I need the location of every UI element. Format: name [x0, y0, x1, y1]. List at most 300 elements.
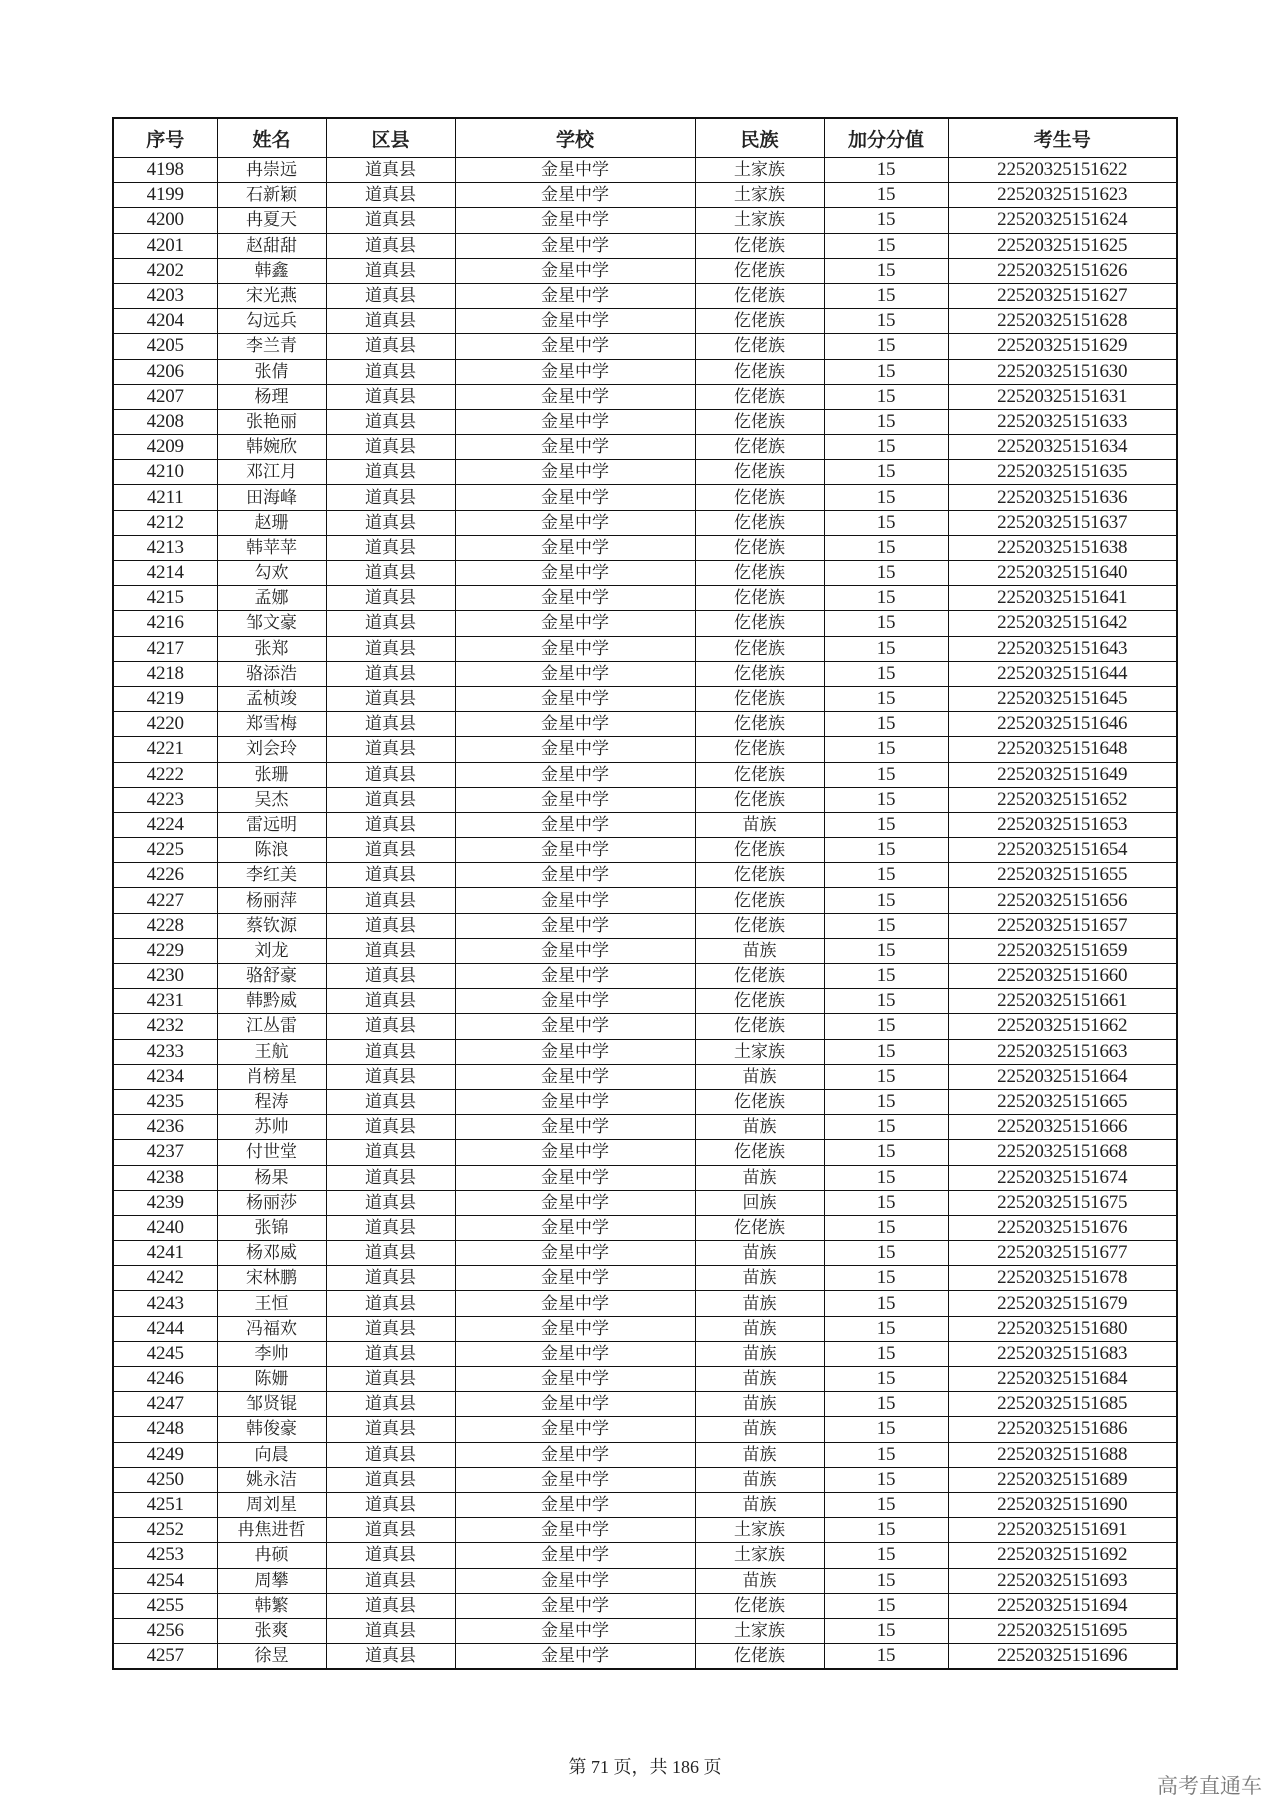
seq-cell: 4252: [113, 1518, 217, 1543]
name-cell: 冉焦进哲: [217, 1518, 326, 1543]
table-row: [113, 384, 1177, 409]
name-cell: 陈姗: [217, 1367, 326, 1392]
exam-id-cell: 22520325151683: [948, 1341, 1177, 1366]
exam-id-cell: 22520325151680: [948, 1316, 1177, 1341]
name-cell: 韩鑫: [217, 258, 326, 283]
bonus-cell: 15: [824, 1291, 948, 1316]
table-row: [113, 1165, 1177, 1190]
county-cell: 道真县: [326, 208, 455, 233]
name-cell: 张倩: [217, 359, 326, 384]
exam-id-cell: 22520325151638: [948, 535, 1177, 560]
seq-cell: 4216: [113, 611, 217, 636]
ethnicity-cell: 仡佬族: [695, 762, 824, 787]
seq-cell: 4244: [113, 1316, 217, 1341]
exam-id-cell: 22520325151648: [948, 737, 1177, 762]
school-cell: 金星中学: [455, 787, 695, 812]
table-row: [113, 1467, 1177, 1492]
bonus-cell: 15: [824, 1644, 948, 1670]
name-cell: 赵甜甜: [217, 233, 326, 258]
exam-id-cell: 22520325151636: [948, 485, 1177, 510]
bonus-cell: 15: [824, 485, 948, 510]
exam-id-cell: 22520325151628: [948, 309, 1177, 334]
table-row: [113, 283, 1177, 308]
school-cell: 金星中学: [455, 762, 695, 787]
name-cell: 李红美: [217, 863, 326, 888]
ethnicity-cell: 土家族: [695, 158, 824, 183]
name-cell: 邹贤锟: [217, 1392, 326, 1417]
school-cell: 金星中学: [455, 1543, 695, 1568]
seq-cell: 4234: [113, 1064, 217, 1089]
school-cell: 金星中学: [455, 535, 695, 560]
table-row: [113, 1543, 1177, 1568]
school-cell: 金星中学: [455, 1241, 695, 1266]
seq-cell: 4250: [113, 1467, 217, 1492]
county-cell: 道真县: [326, 1115, 455, 1140]
ethnicity-cell: 仡佬族: [695, 1140, 824, 1165]
table-row: [113, 334, 1177, 359]
exam-id-cell: 22520325151657: [948, 913, 1177, 938]
seq-cell: 4239: [113, 1190, 217, 1215]
school-cell: 金星中学: [455, 737, 695, 762]
school-cell: 金星中学: [455, 938, 695, 963]
county-cell: 道真县: [326, 1241, 455, 1266]
name-cell: 孟娜: [217, 586, 326, 611]
county-cell: 道真县: [326, 1291, 455, 1316]
ethnicity-cell: 仡佬族: [695, 435, 824, 460]
ethnicity-cell: 苗族: [695, 1241, 824, 1266]
school-cell: 金星中学: [455, 208, 695, 233]
bonus-cell: 15: [824, 586, 948, 611]
bonus-cell: 15: [824, 535, 948, 560]
school-cell: 金星中学: [455, 409, 695, 434]
county-cell: 道真县: [326, 1568, 455, 1593]
table-row: [113, 233, 1177, 258]
name-cell: 骆添浩: [217, 661, 326, 686]
school-cell: 金星中学: [455, 510, 695, 535]
ethnicity-cell: 仡佬族: [695, 838, 824, 863]
county-cell: 道真县: [326, 435, 455, 460]
ethnicity-cell: 仡佬族: [695, 535, 824, 560]
exam-id-cell: 22520325151691: [948, 1518, 1177, 1543]
name-cell: 杨丽萍: [217, 888, 326, 913]
seq-cell: 4240: [113, 1215, 217, 1240]
table-row: [113, 1618, 1177, 1643]
seq-cell: 4215: [113, 586, 217, 611]
table-row: [113, 510, 1177, 535]
seq-cell: 4233: [113, 1039, 217, 1064]
table-row: [113, 863, 1177, 888]
school-cell: 金星中学: [455, 1014, 695, 1039]
bonus-cell: 15: [824, 1064, 948, 1089]
table-row: [113, 485, 1177, 510]
seq-cell: 4219: [113, 686, 217, 711]
county-cell: 道真县: [326, 1593, 455, 1618]
school-cell: 金星中学: [455, 1442, 695, 1467]
exam-id-cell: 22520325151644: [948, 661, 1177, 686]
school-cell: 金星中学: [455, 611, 695, 636]
ethnicity-cell: 苗族: [695, 938, 824, 963]
seq-cell: 4213: [113, 535, 217, 560]
table-row: [113, 964, 1177, 989]
county-cell: 道真县: [326, 384, 455, 409]
bonus-cell: 15: [824, 1190, 948, 1215]
table-row: [113, 1417, 1177, 1442]
name-cell: 骆舒豪: [217, 964, 326, 989]
table-row: [113, 913, 1177, 938]
exam-id-cell: 22520325151653: [948, 812, 1177, 837]
table-row: [113, 1316, 1177, 1341]
school-cell: 金星中学: [455, 158, 695, 183]
seq-cell: 4249: [113, 1442, 217, 1467]
seq-cell: 4242: [113, 1266, 217, 1291]
ethnicity-cell: 仡佬族: [695, 258, 824, 283]
table-row: [113, 1115, 1177, 1140]
ethnicity-cell: 仡佬族: [695, 1014, 824, 1039]
name-cell: 姚永洁: [217, 1467, 326, 1492]
name-cell: 冯福欢: [217, 1316, 326, 1341]
bonus-cell: 15: [824, 636, 948, 661]
name-cell: 付世堂: [217, 1140, 326, 1165]
ethnicity-cell: 仡佬族: [695, 712, 824, 737]
exam-id-cell: 22520325151633: [948, 409, 1177, 434]
table-row: [113, 309, 1177, 334]
name-cell: 韩苹苹: [217, 535, 326, 560]
bonus-cell: 15: [824, 233, 948, 258]
ethnicity-cell: 苗族: [695, 1115, 824, 1140]
school-cell: 金星中学: [455, 1190, 695, 1215]
name-cell: 冉夏天: [217, 208, 326, 233]
county-cell: 道真县: [326, 1014, 455, 1039]
ethnicity-cell: 仡佬族: [695, 561, 824, 586]
ethnicity-cell: 土家族: [695, 208, 824, 233]
school-cell: 金星中学: [455, 1341, 695, 1366]
school-cell: 金星中学: [455, 1316, 695, 1341]
county-cell: 道真县: [326, 838, 455, 863]
name-cell: 李帅: [217, 1341, 326, 1366]
seq-cell: 4206: [113, 359, 217, 384]
school-cell: 金星中学: [455, 233, 695, 258]
ethnicity-cell: 苗族: [695, 1568, 824, 1593]
ethnicity-cell: 仡佬族: [695, 460, 824, 485]
table-row: [113, 1140, 1177, 1165]
seq-cell: 4203: [113, 283, 217, 308]
county-cell: 道真县: [326, 158, 455, 183]
exam-id-cell: 22520325151625: [948, 233, 1177, 258]
table-row: [113, 611, 1177, 636]
ethnicity-cell: 仡佬族: [695, 787, 824, 812]
table-row: [113, 1367, 1177, 1392]
table-row: [113, 409, 1177, 434]
name-cell: 勾欢: [217, 561, 326, 586]
ethnicity-cell: 土家族: [695, 1618, 824, 1643]
exam-id-cell: 22520325151686: [948, 1417, 1177, 1442]
table-row: [113, 712, 1177, 737]
name-cell: 向晨: [217, 1442, 326, 1467]
county-cell: 道真县: [326, 1417, 455, 1442]
name-cell: 杨理: [217, 384, 326, 409]
bonus-cell: 15: [824, 838, 948, 863]
ethnicity-cell: 苗族: [695, 1266, 824, 1291]
ethnicity-cell: 回族: [695, 1190, 824, 1215]
county-cell: 道真县: [326, 510, 455, 535]
bonus-cell: 15: [824, 1467, 948, 1492]
county-cell: 道真县: [326, 409, 455, 434]
school-cell: 金星中学: [455, 1266, 695, 1291]
name-cell: 吴杰: [217, 787, 326, 812]
seq-cell: 4210: [113, 460, 217, 485]
seq-cell: 4202: [113, 258, 217, 283]
ethnicity-cell: 苗族: [695, 812, 824, 837]
seq-cell: 4253: [113, 1543, 217, 1568]
school-cell: 金星中学: [455, 1165, 695, 1190]
county-cell: 道真县: [326, 938, 455, 963]
name-cell: 肖榜星: [217, 1064, 326, 1089]
bonus-cell: 15: [824, 737, 948, 762]
exam-id-cell: 22520325151678: [948, 1266, 1177, 1291]
table-row: [113, 636, 1177, 661]
bonus-cell: 15: [824, 1316, 948, 1341]
seq-cell: 4238: [113, 1165, 217, 1190]
name-cell: 韩俊豪: [217, 1417, 326, 1442]
name-cell: 郑雪梅: [217, 712, 326, 737]
name-cell: 石新颖: [217, 183, 326, 208]
county-cell: 道真县: [326, 1442, 455, 1467]
name-cell: 张艳丽: [217, 409, 326, 434]
bonus-cell: 15: [824, 888, 948, 913]
county-cell: 道真县: [326, 1518, 455, 1543]
ethnicity-cell: 仡佬族: [695, 409, 824, 434]
school-cell: 金星中学: [455, 636, 695, 661]
school-cell: 金星中学: [455, 334, 695, 359]
exam-id-cell: 22520325151645: [948, 686, 1177, 711]
exam-id-cell: 22520325151692: [948, 1543, 1177, 1568]
seq-cell: 4246: [113, 1367, 217, 1392]
school-cell: 金星中学: [455, 309, 695, 334]
school-cell: 金星中学: [455, 1417, 695, 1442]
name-cell: 李兰青: [217, 334, 326, 359]
table-row: [113, 183, 1177, 208]
seq-cell: 4230: [113, 964, 217, 989]
name-cell: 王恒: [217, 1291, 326, 1316]
name-cell: 邓江月: [217, 460, 326, 485]
bonus-cell: 15: [824, 1341, 948, 1366]
exam-id-cell: 22520325151622: [948, 158, 1177, 183]
bonus-cell: 15: [824, 309, 948, 334]
school-cell: 金星中学: [455, 812, 695, 837]
table-row: [113, 686, 1177, 711]
exam-id-cell: 22520325151643: [948, 636, 1177, 661]
bonus-cell: 15: [824, 611, 948, 636]
table-row: [113, 1518, 1177, 1543]
ethnicity-cell: 仡佬族: [695, 661, 824, 686]
ethnicity-cell: 仡佬族: [695, 913, 824, 938]
exam-id-cell: 22520325151652: [948, 787, 1177, 812]
seq-cell: 4241: [113, 1241, 217, 1266]
table-row: [113, 787, 1177, 812]
header-school: 学校: [455, 118, 695, 158]
seq-cell: 4245: [113, 1341, 217, 1366]
name-cell: 苏帅: [217, 1115, 326, 1140]
exam-id-cell: 22520325151640: [948, 561, 1177, 586]
exam-id-cell: 22520325151665: [948, 1089, 1177, 1114]
seq-cell: 4205: [113, 334, 217, 359]
county-cell: 道真县: [326, 737, 455, 762]
exam-id-cell: 22520325151629: [948, 334, 1177, 359]
county-cell: 道真县: [326, 1392, 455, 1417]
ethnicity-cell: 仡佬族: [695, 384, 824, 409]
bonus-cell: 15: [824, 1593, 948, 1618]
school-cell: 金星中学: [455, 989, 695, 1014]
school-cell: 金星中学: [455, 561, 695, 586]
table-row: [113, 208, 1177, 233]
header-seq: 序号: [113, 118, 217, 158]
exam-id-cell: 22520325151654: [948, 838, 1177, 863]
name-cell: 徐昱: [217, 1644, 326, 1670]
school-cell: 金星中学: [455, 1064, 695, 1089]
county-cell: 道真县: [326, 989, 455, 1014]
school-cell: 金星中学: [455, 1367, 695, 1392]
ethnicity-cell: 仡佬族: [695, 309, 824, 334]
bonus-cell: 15: [824, 409, 948, 434]
ethnicity-cell: 仡佬族: [695, 989, 824, 1014]
table-body: [113, 158, 1177, 1670]
bonus-cell: 15: [824, 1165, 948, 1190]
county-cell: 道真县: [326, 1064, 455, 1089]
table-row: [113, 1442, 1177, 1467]
ethnicity-cell: 苗族: [695, 1367, 824, 1392]
name-cell: 杨丽莎: [217, 1190, 326, 1215]
exam-id-cell: 22520325151641: [948, 586, 1177, 611]
table-row: [113, 460, 1177, 485]
ethnicity-cell: 苗族: [695, 1442, 824, 1467]
school-cell: 金星中学: [455, 384, 695, 409]
table-row: [113, 1039, 1177, 1064]
seq-cell: 4247: [113, 1392, 217, 1417]
school-cell: 金星中学: [455, 1618, 695, 1643]
ethnicity-cell: 苗族: [695, 1417, 824, 1442]
school-cell: 金星中学: [455, 1140, 695, 1165]
seq-cell: 4220: [113, 712, 217, 737]
ethnicity-cell: 仡佬族: [695, 1089, 824, 1114]
ethnicity-cell: 苗族: [695, 1467, 824, 1492]
name-cell: 韩黔威: [217, 989, 326, 1014]
table-header-row: [113, 118, 1177, 158]
county-cell: 道真县: [326, 561, 455, 586]
county-cell: 道真县: [326, 1089, 455, 1114]
header-ethnicity: 民族: [695, 118, 824, 158]
seq-cell: 4251: [113, 1492, 217, 1517]
seq-cell: 4223: [113, 787, 217, 812]
county-cell: 道真县: [326, 1341, 455, 1366]
ethnicity-cell: 仡佬族: [695, 1215, 824, 1240]
header-name: 姓名: [217, 118, 326, 158]
bonus-cell: 15: [824, 989, 948, 1014]
ethnicity-cell: 苗族: [695, 1316, 824, 1341]
seq-cell: 4208: [113, 409, 217, 434]
table-row: [113, 1266, 1177, 1291]
exam-id-cell: 22520325151630: [948, 359, 1177, 384]
bonus-cell: 15: [824, 1518, 948, 1543]
table-row: [113, 838, 1177, 863]
county-cell: 道真县: [326, 535, 455, 560]
table-row: [113, 1644, 1177, 1670]
seq-cell: 4255: [113, 1593, 217, 1618]
bonus-cell: 15: [824, 1215, 948, 1240]
school-cell: 金星中学: [455, 460, 695, 485]
county-cell: 道真县: [326, 485, 455, 510]
county-cell: 道真县: [326, 1543, 455, 1568]
exam-id-cell: 22520325151695: [948, 1618, 1177, 1643]
exam-id-cell: 22520325151655: [948, 863, 1177, 888]
name-cell: 赵珊: [217, 510, 326, 535]
name-cell: 周刘星: [217, 1492, 326, 1517]
exam-id-cell: 22520325151659: [948, 938, 1177, 963]
ethnicity-cell: 苗族: [695, 1492, 824, 1517]
school-cell: 金星中学: [455, 1039, 695, 1064]
bonus-cell: 15: [824, 1417, 948, 1442]
table-row: [113, 989, 1177, 1014]
name-cell: 雷远明: [217, 812, 326, 837]
exam-id-cell: 22520325151661: [948, 989, 1177, 1014]
table-row: [113, 561, 1177, 586]
name-cell: 勾远兵: [217, 309, 326, 334]
exam-id-cell: 22520325151696: [948, 1644, 1177, 1670]
county-cell: 道真县: [326, 183, 455, 208]
table-row: [113, 1392, 1177, 1417]
exam-id-cell: 22520325151635: [948, 460, 1177, 485]
bonus-cell: 15: [824, 1618, 948, 1643]
county-cell: 道真县: [326, 1618, 455, 1643]
county-cell: 道真县: [326, 309, 455, 334]
exam-id-cell: 22520325151634: [948, 435, 1177, 460]
ethnicity-cell: 仡佬族: [695, 233, 824, 258]
exam-id-cell: 22520325151623: [948, 183, 1177, 208]
bonus-cell: 15: [824, 1442, 948, 1467]
exam-id-cell: 22520325151675: [948, 1190, 1177, 1215]
ethnicity-cell: 苗族: [695, 1165, 824, 1190]
table-row: [113, 1241, 1177, 1266]
table-row: [113, 1593, 1177, 1618]
school-cell: 金星中学: [455, 838, 695, 863]
bonus-cell: 15: [824, 359, 948, 384]
school-cell: 金星中学: [455, 863, 695, 888]
exam-id-cell: 22520325151649: [948, 762, 1177, 787]
ethnicity-cell: 仡佬族: [695, 863, 824, 888]
name-cell: 蔡钦源: [217, 913, 326, 938]
bonus-cell: 15: [824, 384, 948, 409]
ethnicity-cell: 仡佬族: [695, 586, 824, 611]
bonus-cell: 15: [824, 1140, 948, 1165]
county-cell: 道真县: [326, 1266, 455, 1291]
seq-cell: 4229: [113, 938, 217, 963]
bonus-cell: 15: [824, 158, 948, 183]
exam-id-cell: 22520325151631: [948, 384, 1177, 409]
name-cell: 江丛雷: [217, 1014, 326, 1039]
seq-cell: 4257: [113, 1644, 217, 1670]
name-cell: 邹文豪: [217, 611, 326, 636]
county-cell: 道真县: [326, 661, 455, 686]
seq-cell: 4209: [113, 435, 217, 460]
school-cell: 金星中学: [455, 586, 695, 611]
county-cell: 道真县: [326, 964, 455, 989]
name-cell: 周攀: [217, 1568, 326, 1593]
county-cell: 道真县: [326, 334, 455, 359]
ethnicity-cell: 土家族: [695, 1543, 824, 1568]
county-cell: 道真县: [326, 686, 455, 711]
school-cell: 金星中学: [455, 686, 695, 711]
table-row: [113, 1341, 1177, 1366]
seq-cell: 4231: [113, 989, 217, 1014]
